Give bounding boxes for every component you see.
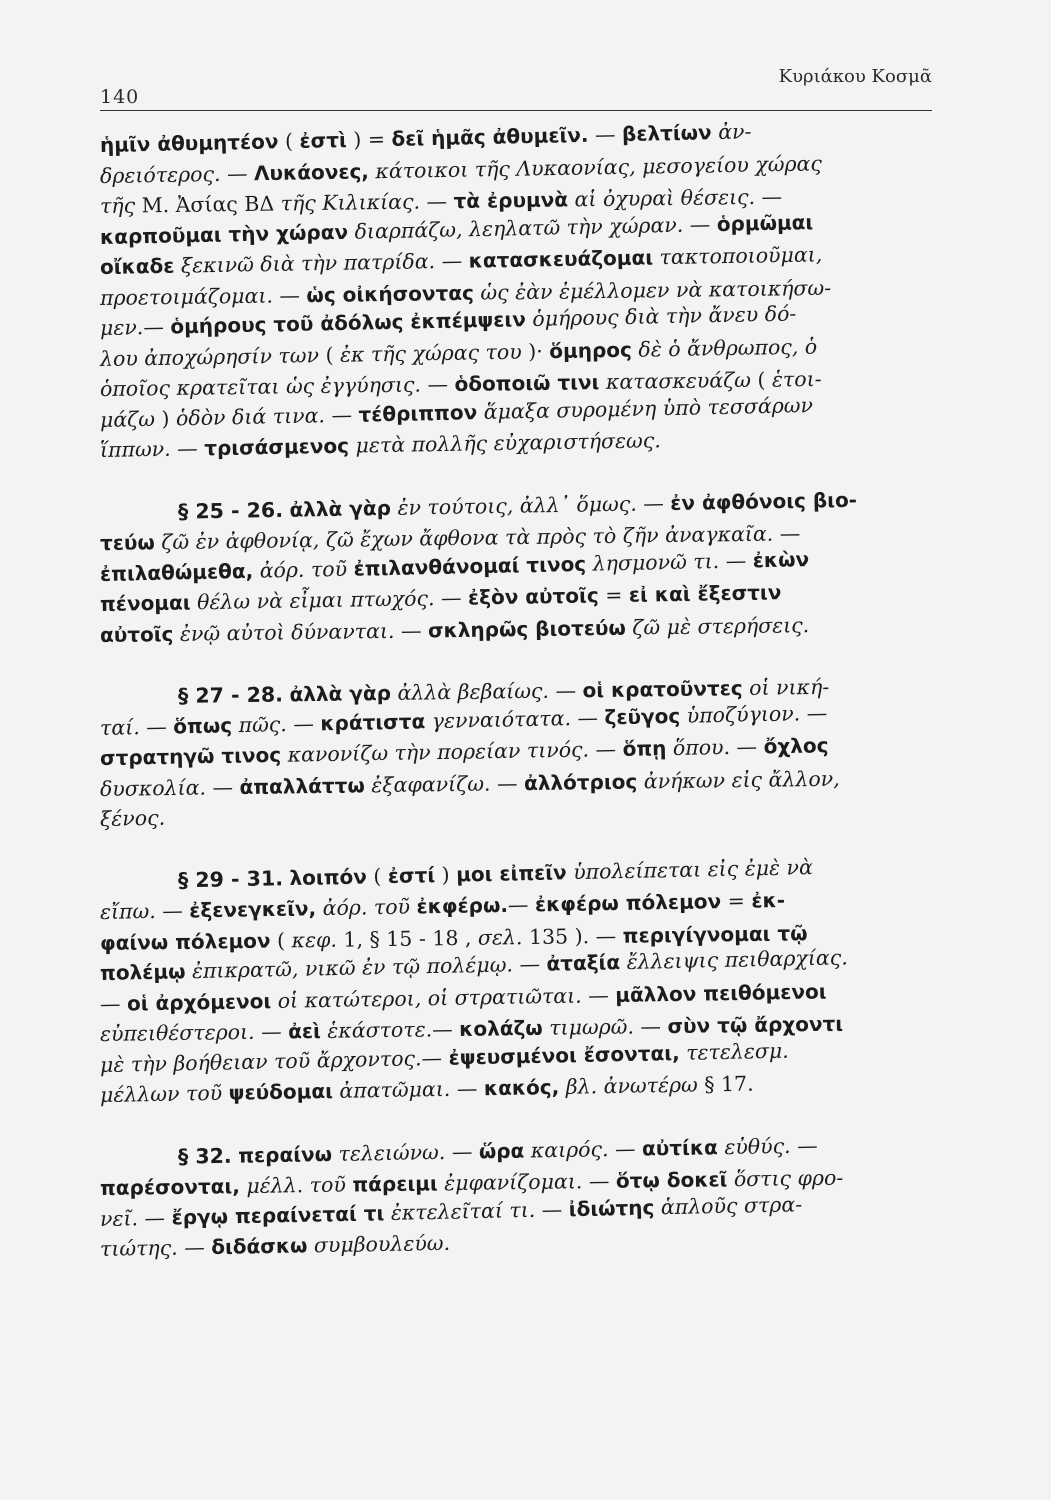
text-fragment: — (170, 436, 205, 461)
definition-text: ὅστις φρο- (727, 1165, 844, 1192)
text-fragment: = (720, 888, 752, 914)
definition-text: μὲ τὴν βοήθειαν τοῦ ἄρχοντος. (99, 1045, 422, 1077)
headword: ὅπῃ (622, 736, 667, 761)
definition-text: ζῶ μὲ στερήσεις. (625, 612, 810, 640)
definition-text: δρειότερος. (99, 161, 221, 188)
headword: φαίνω πόλεμον (99, 928, 271, 955)
text-fragment: ) (154, 405, 177, 431)
headword: μᾶλλον πειθόμενοι (615, 978, 827, 1007)
definition-text: ἀλλὰ βεβαίως. (390, 678, 550, 705)
headword: ἀταξία (546, 950, 621, 976)
section-reference: § 25 - 26. (177, 497, 284, 524)
glossary-body (99, 119, 960, 1265)
headword: παρέσονται, (99, 1174, 240, 1200)
section-reference: § 32. (177, 1143, 232, 1169)
definition-text: ὡς ἐὰν ἐμέλλομεν νὰ κατοικήσω- (473, 275, 832, 305)
headword: ἐπιλαθώμεθα, (99, 558, 254, 586)
definition-text: λου ἀποχώρησίν των (99, 342, 320, 371)
text-fragment: — (324, 402, 359, 427)
headword: ὅπως (173, 712, 233, 738)
definition-text: τακτοποιοῦμαι, (652, 242, 823, 270)
text-fragment: — (718, 547, 753, 573)
headword: τρισάσμενος (204, 433, 350, 461)
text-fragment: — (507, 892, 536, 917)
text-fragment: ) = (346, 126, 392, 152)
headword: ψεύδομαι (228, 1078, 334, 1105)
definition-text: ἔλλειψις πειθαρχίας. (619, 945, 848, 975)
glossary-paragraph-intro (99, 119, 960, 466)
headword: εἰ καὶ ἔξεστιν (628, 580, 782, 607)
text-fragment: — (220, 160, 255, 186)
headword: μοι εἰπεῖν (455, 859, 567, 887)
text-fragment: ( (278, 128, 300, 154)
text-fragment: — (143, 314, 171, 340)
definition-text: ξένος. (99, 805, 166, 831)
definition-text: μέλλων τοῦ (99, 1080, 229, 1107)
headword: ἀλλὰ γὰρ (289, 495, 392, 522)
text-fragment: — (254, 1019, 289, 1044)
definition-text: προετοιμάζομαι. (99, 283, 274, 310)
text-fragment: — (431, 1016, 460, 1042)
headword: ἀλλότριος (523, 768, 638, 795)
headword: λοιπόν (289, 863, 368, 890)
headword: σκληρῶς βιοτεύω (427, 615, 626, 642)
definition-text: αἱ ὀχυραὶ θέσεις. (567, 184, 756, 212)
glossary-section-paragraph (99, 487, 960, 651)
text-fragment: — (419, 189, 454, 214)
definition-text: ταί. (99, 714, 140, 740)
definition-text: ἀόρ. τοῦ (315, 894, 417, 921)
headword: αὐτίκα (641, 1134, 719, 1161)
text-fragment: — (420, 372, 455, 397)
headword: ἐψευσμένοι ἔσονται, (448, 1040, 680, 1070)
headword: ὅμηρος (549, 337, 633, 363)
definition-text: πῶς. (231, 711, 288, 737)
headword: ἀεὶ (287, 1018, 321, 1044)
headword: πάρειμι (352, 1171, 438, 1197)
page-header (100, 62, 932, 112)
definition-text: οἱ νική- (742, 674, 830, 701)
text-fragment: — (548, 678, 583, 703)
definition-text: κατασκευάζω (599, 367, 752, 395)
definition-text: ἀν- (711, 119, 752, 145)
headword: δεῖ ἡμᾶς ἀθυμεῖν. (391, 122, 589, 151)
text-fragment: — (790, 1132, 818, 1158)
definition-text: μέλλ. τοῦ (239, 1172, 353, 1199)
definition-text: εὐπειθέστεροι. (99, 1019, 255, 1046)
definition-text: ὁποῖος κρατεῖται ὡς ἐγγύησις. (99, 372, 422, 401)
definition-text: τῆς (99, 193, 136, 218)
text-fragment: — (286, 710, 321, 736)
headword: στρατηγῶ τινος (99, 742, 282, 770)
text-fragment: — (588, 923, 623, 948)
definition-text: ὑποζύγιον. (679, 700, 801, 728)
headword: πολέμῳ (99, 959, 186, 985)
text-fragment: — (394, 617, 429, 643)
text-fragment: 1, § 15 - 18 , (336, 925, 479, 952)
definition-text: ξεκινῶ διὰ τὴν πατρίδα. (174, 249, 436, 278)
headword: αὐτοῖς (99, 621, 174, 647)
text-fragment: — (588, 122, 623, 147)
text-fragment: — (177, 1235, 212, 1260)
text-fragment: — (534, 1196, 570, 1222)
text-fragment: — (139, 713, 174, 739)
text-fragment: — (773, 521, 801, 546)
definition-text: μεν. (99, 315, 144, 340)
definition-text: γενναιότατα. (424, 705, 572, 733)
headword: οἱ κρατοῦντες (582, 676, 743, 703)
definition-text: εὐθύς. (717, 1133, 791, 1159)
definition-text: κανονίζω τὴν πορείαν τινός. (280, 737, 590, 767)
text-fragment: — (633, 1014, 668, 1039)
text-fragment: § 17. (697, 1071, 754, 1097)
text-fragment: — (445, 1138, 480, 1164)
text-fragment: ( (318, 342, 341, 367)
headword: κατασκευάζομαι (468, 245, 654, 273)
text-fragment: )· (521, 338, 550, 364)
definition-text: ἅμαξα συρομένη ὑπὸ τεσσάρων (476, 392, 814, 424)
headword: ὥρα (478, 1138, 525, 1163)
headword: τεύω (99, 530, 155, 555)
text-fragment: — (272, 282, 307, 308)
text-fragment: ) (434, 862, 457, 887)
headword: ἐκφέρω. (416, 892, 509, 919)
definition-text: σελ. (477, 924, 523, 950)
page-number: 140 (100, 86, 140, 108)
text-fragment: — (99, 991, 128, 1016)
definition-text: δὲ ὁ ἄνθρωπος, ὁ (631, 333, 818, 362)
text-fragment: — (570, 704, 605, 730)
headword: οἱ ἀρχόμενοι (126, 988, 272, 1016)
definition-text: ὁδὸν διά τινα. (175, 402, 326, 430)
definition-text: ἀπατῶμαι. (332, 1076, 451, 1103)
definition-text: ἐξαφανίζω. (364, 771, 491, 797)
definition-text: διαρπάζω, λεηλατῶ τὴν χώραν. (347, 212, 684, 244)
definition-text: ἐκτελεῖταί τι. (384, 1197, 536, 1225)
text-fragment: — (636, 490, 671, 516)
headword: ἐστὶ (299, 127, 348, 153)
headword: ἡμῖν ἀθυμητέον (99, 129, 279, 157)
definition-text: ἁπλοῦς στρα- (654, 1191, 803, 1219)
headword: ἐστί (387, 862, 436, 888)
definition-text: νεῖ. (99, 1205, 139, 1231)
header-rule (100, 110, 932, 111)
text-fragment: — (450, 1076, 485, 1101)
headword: ἀλλὰ γὰρ (289, 680, 392, 707)
text-fragment: = (598, 582, 630, 608)
headword: ἐκὼν (752, 546, 810, 572)
glossary-section-paragraph (99, 674, 960, 835)
headword: ἐξενεγκεῖν, (189, 896, 317, 923)
running-title: Κυριάκου Κοσμᾶ (778, 66, 932, 87)
text-fragment: — (205, 774, 240, 800)
headword: ἐκφέρω πόλεμον (534, 889, 722, 917)
headword: ἰδιώτης (568, 1194, 655, 1221)
definition-text: ἐνῷ αὐτοὶ δύνανται. (173, 618, 395, 646)
definition-text: ὅπου. (666, 735, 731, 761)
text-fragment: — (799, 700, 828, 725)
text-fragment: — (582, 1168, 617, 1194)
definition-text: ὑπολείπεται εἰς ἐμὲ νὰ (566, 854, 814, 884)
text-fragment: — (581, 982, 616, 1008)
text-fragment: 135 ). (522, 923, 590, 949)
definition-text: ἑτοι- (771, 366, 822, 392)
definition-text: τιώτης. (99, 1235, 178, 1261)
headword: ὅτῳ δοκεῖ (615, 1167, 728, 1193)
definition-text: δυσκολία. (99, 775, 207, 801)
headword: κακός, (483, 1074, 560, 1101)
headword: τέθριππον (358, 399, 478, 427)
headword: περιγίγνομαι τῷ (622, 920, 808, 948)
text-fragment: — (434, 248, 469, 274)
headword: Λυκάονες, (253, 158, 370, 185)
headword: ἐν ἀφθόνοις βιο- (670, 487, 858, 515)
headword: ἐπιλανθάνομαί τινος (353, 551, 587, 581)
headword: κράτιστα (320, 708, 426, 735)
headword: τὰ ἐρυμνὰ (453, 187, 569, 214)
section-reference: § 29 - 31. (177, 865, 284, 892)
definition-text: κάτοικοι τῆς Λυκαονίας, μεσογείου χώρας (368, 150, 823, 183)
headword: ὁμήρους τοῦ ἀδόλως ἐκπέμψειν (170, 307, 527, 339)
headword: ὁρμῶμαι (716, 209, 814, 236)
text-fragment: — (608, 1136, 643, 1161)
headword: ἐξὸν αὐτοῖς (467, 583, 599, 610)
text-fragment: ( (366, 863, 389, 888)
headword: ὁδοποιῶ τινι (454, 370, 600, 397)
text-fragment: ( (750, 367, 773, 392)
definition-text: ἐπικρατῶ, νικῶ ἐν τῷ πολέμῳ. (185, 952, 514, 984)
text-fragment: — (421, 1045, 449, 1070)
headword: ἀπαλλάττω (239, 772, 365, 799)
text-fragment: Μ. Ἀσίας ΒΔ (134, 191, 281, 218)
definition-text: εἴπω. (99, 899, 156, 924)
definition-text: συμβουλεύω. (307, 1230, 451, 1258)
headword: ὡς οἰκήσοντας (306, 280, 475, 307)
definition-text: ὁμήρους διὰ τὴν ἄνευ δό- (525, 301, 797, 332)
definition-text: ἐν τούτοις, ἀλλ᾽ ὅμως. (390, 491, 637, 520)
headword: βελτίων (621, 120, 712, 147)
headword: ζεῦγος (604, 703, 681, 729)
definition-text: τιμωρῶ. (542, 1014, 635, 1040)
headword: κολάζω (458, 1015, 543, 1041)
definition-text: ἀνήκων εἰς ἄλλον, (637, 766, 840, 793)
definition-text: ἐκ τῆς χώρας του (339, 339, 522, 367)
headword: σὺν τῷ ἄρχοντι (667, 1011, 844, 1039)
definition-text: θέλω νὰ εἶμαι πτωχός. (190, 586, 435, 615)
definition-text: κεφ. (291, 927, 338, 952)
glossary-section-paragraph (99, 854, 960, 1111)
definition-text: μετὰ πολλῆς εὐχαριστήσεως. (348, 428, 661, 458)
text-fragment: — (434, 585, 469, 611)
text-fragment: — (754, 184, 783, 209)
definition-text: ἑκάστοτε. (320, 1017, 433, 1043)
headword: πένομαι (99, 590, 191, 616)
headword: ἐκ- (751, 888, 786, 913)
headword: περαίνω (237, 1141, 333, 1168)
definition-text: καιρός. (524, 1136, 609, 1163)
definition-text: οἱ κατώτεροι, οἱ στρατιῶται. (270, 983, 582, 1013)
definition-text: τελειώνω. (331, 1139, 446, 1166)
text-fragment: — (155, 898, 190, 924)
text-fragment: ( (270, 927, 292, 953)
headword: οἴκαδε (99, 253, 175, 279)
definition-text: ζῶ ἐν ἀφθονίᾳ, ζῶ ἔχων ἄφθονα τὰ πρὸς τὸ ζῆν ἀναγκαῖα. (154, 521, 774, 555)
glossary-section-paragraph (99, 1132, 960, 1265)
headword: διδάσκω (211, 1233, 308, 1260)
text-fragment: — (490, 770, 525, 796)
definition-text: τετελεσμ. (679, 1038, 789, 1065)
text-fragment: — (512, 951, 547, 977)
definition-text: τῆς Κιλικίας. (280, 189, 421, 216)
text-fragment: — (137, 1205, 172, 1230)
section-reference: § 27 - 28. (177, 682, 284, 708)
headword: ὄχλος (763, 733, 829, 759)
definition-text: μάζω (99, 406, 156, 432)
definition-text: ἵππων. (99, 436, 171, 462)
text-fragment: — (588, 736, 623, 762)
definition-text: βλ. ἀνωτέρω (559, 1072, 698, 1099)
definition-text: λησμονῶ τι. (585, 548, 720, 576)
headword: καρποῦμαι τὴν χώραν (99, 219, 349, 249)
text-fragment: — (729, 734, 764, 760)
definition-text: ἀόρ. τοῦ (252, 556, 354, 583)
text-fragment: — (683, 211, 718, 237)
definition-text: ἐμφανίζομαι. (437, 1169, 583, 1196)
headword: ἔργῳ περαίνεταί τι (171, 1200, 385, 1229)
